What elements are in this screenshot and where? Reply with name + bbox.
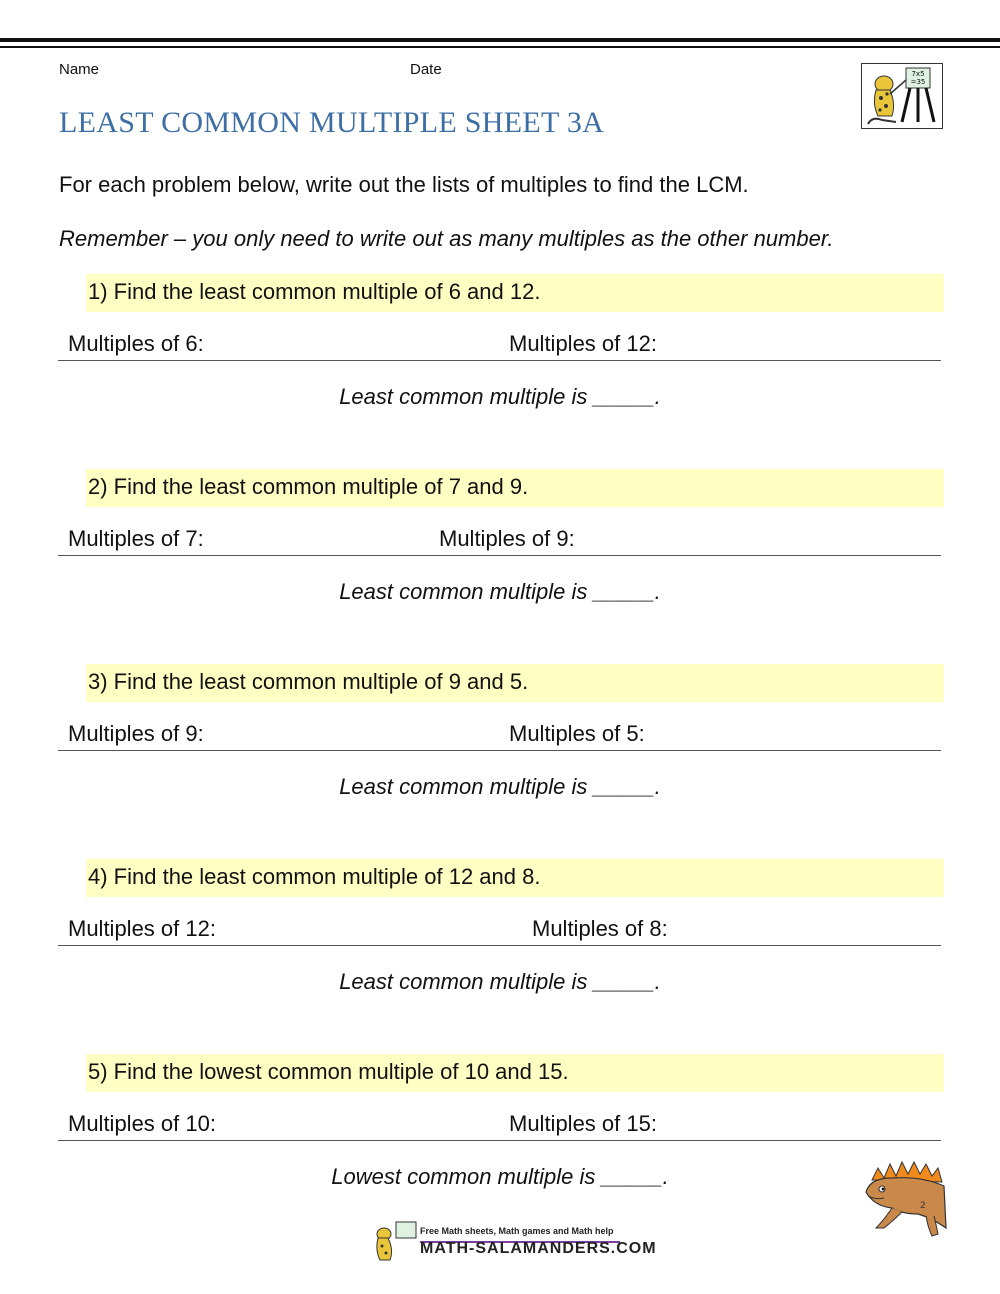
problem-1: [0, 274, 1000, 424]
multiples-left-label: Multiples of 10:: [68, 1111, 216, 1136]
lcm-answer: Least common multiple is _____.: [339, 579, 661, 604]
instruction-line-2: Remember – you only need to write out as many multiples as the other number.: [59, 226, 834, 251]
answer-line: [58, 750, 941, 751]
answer-line: [58, 1140, 941, 1141]
footer-site-name: MATH-SALAMANDERS.COM: [420, 1240, 657, 1257]
date-label: Date: [410, 61, 442, 78]
lcm-answer: Least common multiple is _____.: [339, 384, 661, 409]
multiples-left-label: Multiples of 7:: [68, 526, 204, 551]
svg-text:7x5: 7x5: [911, 70, 925, 78]
multiples-left-label: Multiples of 9:: [68, 721, 204, 746]
problem-prompt: 5) Find the lowest common multiple of 10 and 15.: [88, 1059, 569, 1084]
footer-tagline: Free Math sheets, Math games and Math help: [420, 1226, 614, 1236]
multiples-right-label: Multiples of 5:: [509, 721, 645, 746]
problem-4: [0, 859, 1000, 1009]
salamander-teacher-logo: [861, 63, 943, 129]
multiples-right-label: Multiples of 9:: [439, 526, 575, 551]
answer-line: [58, 945, 941, 946]
top-rule-thin: [0, 46, 1000, 48]
answer-line: [58, 360, 941, 361]
svg-text:2: 2: [920, 1201, 926, 1211]
multiples-left-label: Multiples of 12:: [68, 916, 216, 941]
multiples-right-label: Multiples of 12:: [509, 331, 657, 356]
problem-prompt: 3) Find the least common multiple of 9 and 5.: [88, 669, 529, 694]
salamander-teacher-icon: [862, 64, 942, 128]
lcm-answer: Lowest common multiple is _____.: [331, 1164, 669, 1189]
name-label: Name: [59, 61, 100, 78]
problem-prompt: 2) Find the least common multiple of 7 and 9.: [88, 474, 529, 499]
lcm-answer: Least common multiple is _____.: [339, 969, 661, 994]
salamander-icon: [862, 1158, 950, 1240]
multiples-right-label: Multiples of 15:: [509, 1111, 657, 1136]
problem-5: [0, 1054, 1000, 1204]
instruction-line-1: For each problem below, write out the lists of multiples to find the LCM.: [59, 172, 749, 197]
svg-text:=35: =35: [910, 78, 926, 86]
multiples-left-label: Multiples of 6:: [68, 331, 204, 356]
lcm-answer: Least common multiple is _____.: [339, 774, 661, 799]
problem-prompt: 1) Find the least common multiple of 6 and 12.: [88, 279, 541, 304]
problem-3: [0, 664, 1000, 814]
problem-prompt: 4) Find the least common multiple of 12 and 8.: [88, 864, 541, 889]
answer-line: [58, 555, 941, 556]
top-rule-thick: [0, 38, 1000, 42]
multiples-right-label: Multiples of 8:: [532, 916, 668, 941]
problem-2: [0, 469, 1000, 619]
worksheet-title: LEAST COMMON MULTIPLE SHEET 3A: [59, 106, 605, 139]
